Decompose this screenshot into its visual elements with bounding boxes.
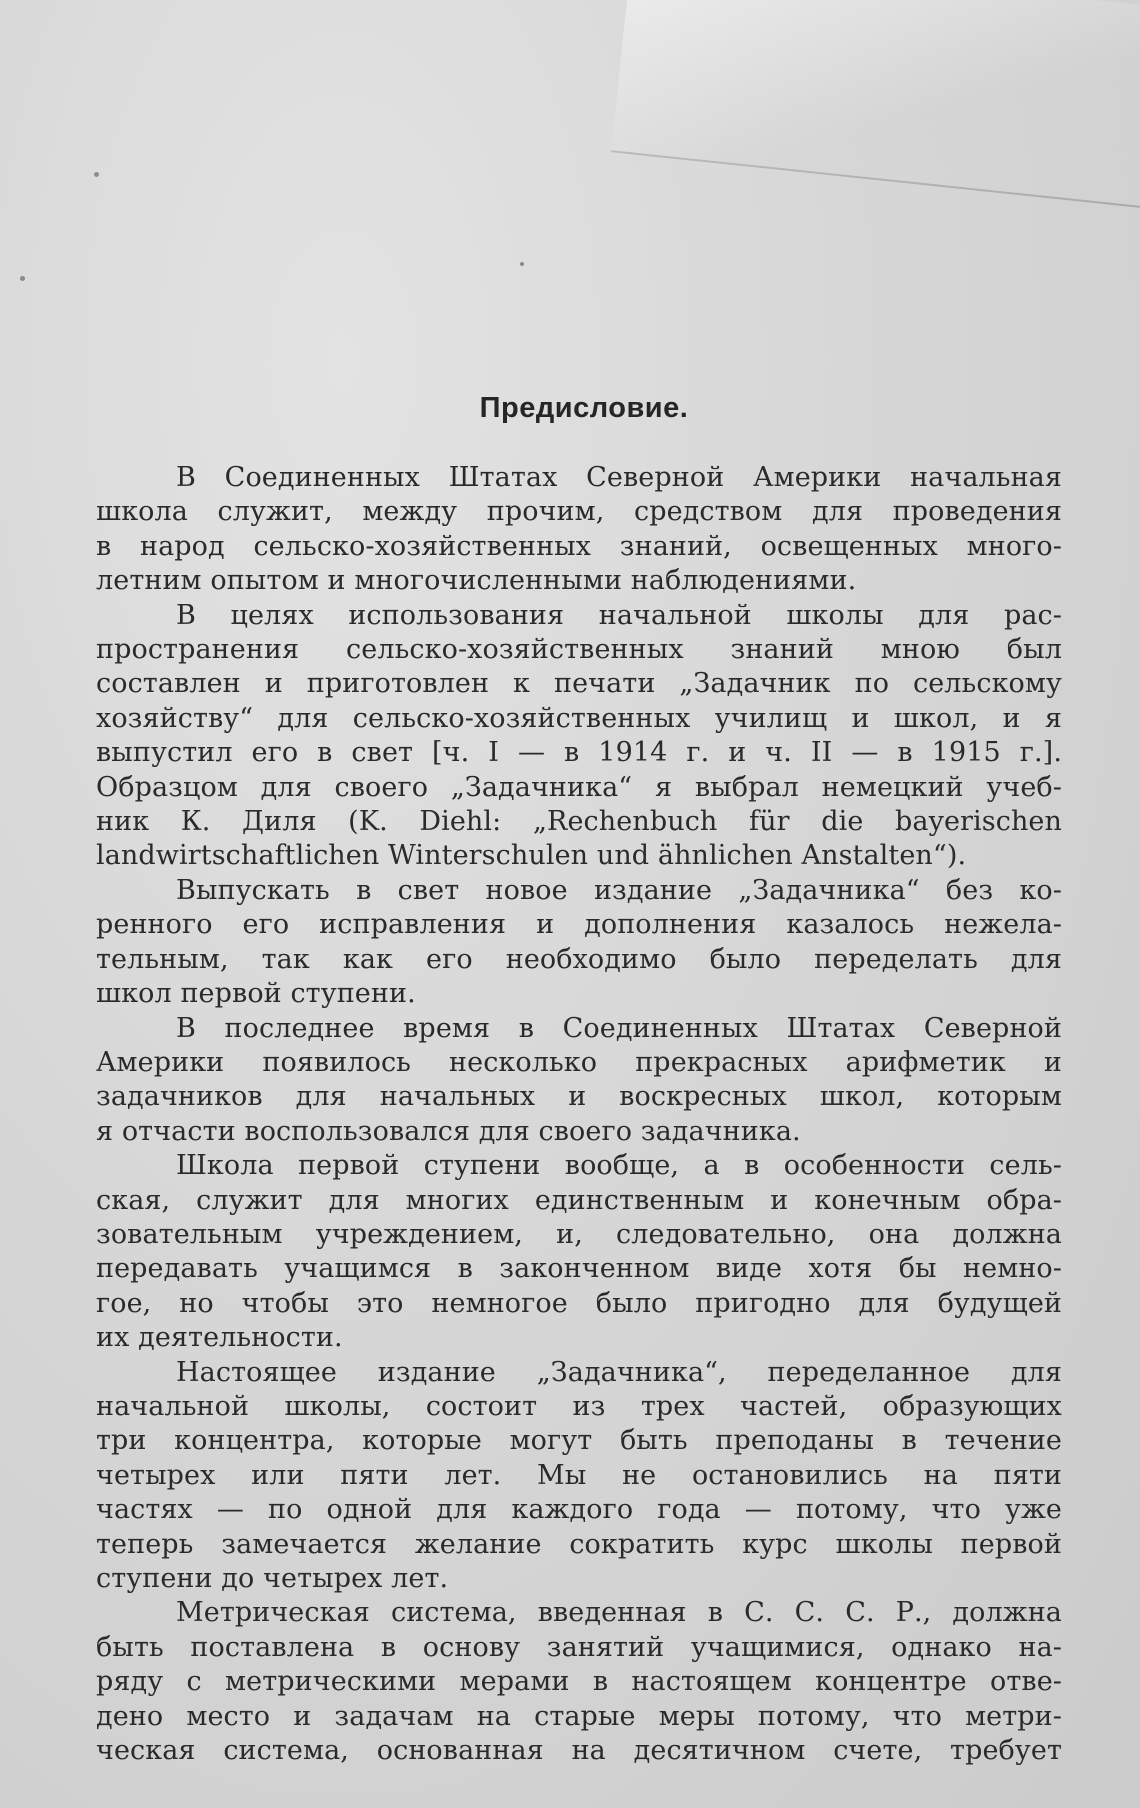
text-line: хозяйству“ для сельско-хозяйственных училищ и школ, и я (96, 702, 1062, 734)
text-line: ская, служит для многих единственным и конечным обра- (96, 1184, 1062, 1216)
text-line: в народ сельско-хозяйственных знаний, освещенных много- (96, 530, 1062, 562)
text-line: пространения сельско-хозяйственных знаний мною был (96, 634, 1062, 666)
text-line: ческая система, основанная на десятичном счете, требует (96, 1735, 1062, 1767)
text-line: landwirtschaftlichen Winterschulen und ähnlichen Anstalten“). (96, 840, 967, 872)
text-line: Выпускать в свет новое издание „Задачника“ без ко- (176, 874, 1062, 906)
text-line: ренного его исправления и дополнения казалось нежела- (96, 909, 1062, 941)
page-title: Предисловие. (479, 392, 689, 424)
ink-speck (94, 172, 99, 177)
text-line: ник К. Диля (K. Diehl: „Rechenbuch für die bayerischen (96, 806, 1062, 838)
text-line: В последнее время в Соединенных Штатах Северной (176, 1012, 1062, 1044)
text-line: три концентра, которые могут быть преподаны в течение (96, 1425, 1062, 1457)
text-line: я отчасти воспользовался для своего задачника. (96, 1115, 801, 1147)
paragraph (96, 874, 1062, 1012)
text-line: В целях использования начальной школы для рас- (176, 599, 1062, 631)
page-body (96, 392, 1062, 1768)
text-body (96, 461, 1062, 1768)
text-line: зовательным учреждением, и, следовательно, она должна (96, 1218, 1062, 1250)
paragraph (96, 1356, 1062, 1597)
paragraph (96, 1596, 1062, 1768)
text-line: летним опытом и многочисленными наблюдениями. (96, 565, 857, 597)
text-line: тельным, так как его необходимо было переделать для (96, 943, 1062, 975)
paragraph (96, 461, 1062, 599)
text-line: их деятельности. (96, 1322, 343, 1354)
text-line: ряду с метрическими мерами в настоящем концентре отве- (96, 1666, 1062, 1698)
text-line: школа служит, между прочим, средством для проведения (96, 496, 1062, 528)
text-line: быть поставлена в основу занятий учащимися, однако на- (96, 1631, 1062, 1663)
text-line: задачников для начальных и воскресных школ, которым (96, 1081, 1062, 1113)
text-line: дено место и задачам на старые меры потому, что метри- (96, 1700, 1062, 1732)
paragraph (96, 599, 1062, 874)
text-line: составлен и приготовлен к печати „Задачник по сельскому (96, 668, 1062, 700)
text-line: Школа первой ступени вообще, а в особенности сель- (176, 1150, 1062, 1182)
ink-speck (520, 262, 524, 266)
text-line: ступени до четырех лет. (96, 1563, 449, 1594)
paragraph (96, 1012, 1062, 1150)
text-line: Настоящее издание „Задачника“, переделанное для (176, 1356, 1062, 1388)
text-line: Образцом для своего „Задачника“ я выбрал немецкий учеб- (96, 771, 1062, 803)
text-line: гое, но чтобы это немногое было пригодно для будущей (96, 1287, 1062, 1319)
ink-speck (20, 276, 25, 281)
text-line: школ первой ступени. (96, 978, 416, 1010)
page-fold-mark (611, 0, 1140, 211)
text-line: В Соединенных Штатах Северной Америки начальная (176, 462, 1062, 493)
text-line: Метрическая система, введенная в С. С. С. Р., должна (176, 1597, 1062, 1629)
text-line: теперь замечается желание сократить курс школы первой (96, 1528, 1062, 1560)
text-line: передавать учащимся в законченном виде хотя бы немно- (96, 1253, 1062, 1285)
text-line: выпустил его в свет [ч. I — в 1914 г. и ч. II — в 1915 г.]. (96, 737, 1062, 769)
text-line: начальной школы, состоит из трех частей, образующих (96, 1390, 1062, 1422)
text-line: четырех или пяти лет. Мы не остановились на пяти (96, 1459, 1062, 1491)
paragraph (96, 1149, 1062, 1355)
text-line: Америки появилось несколько прекрасных арифметик и (96, 1046, 1062, 1078)
text-line: частях — по одной для каждого года — потому, что уже (96, 1494, 1062, 1526)
